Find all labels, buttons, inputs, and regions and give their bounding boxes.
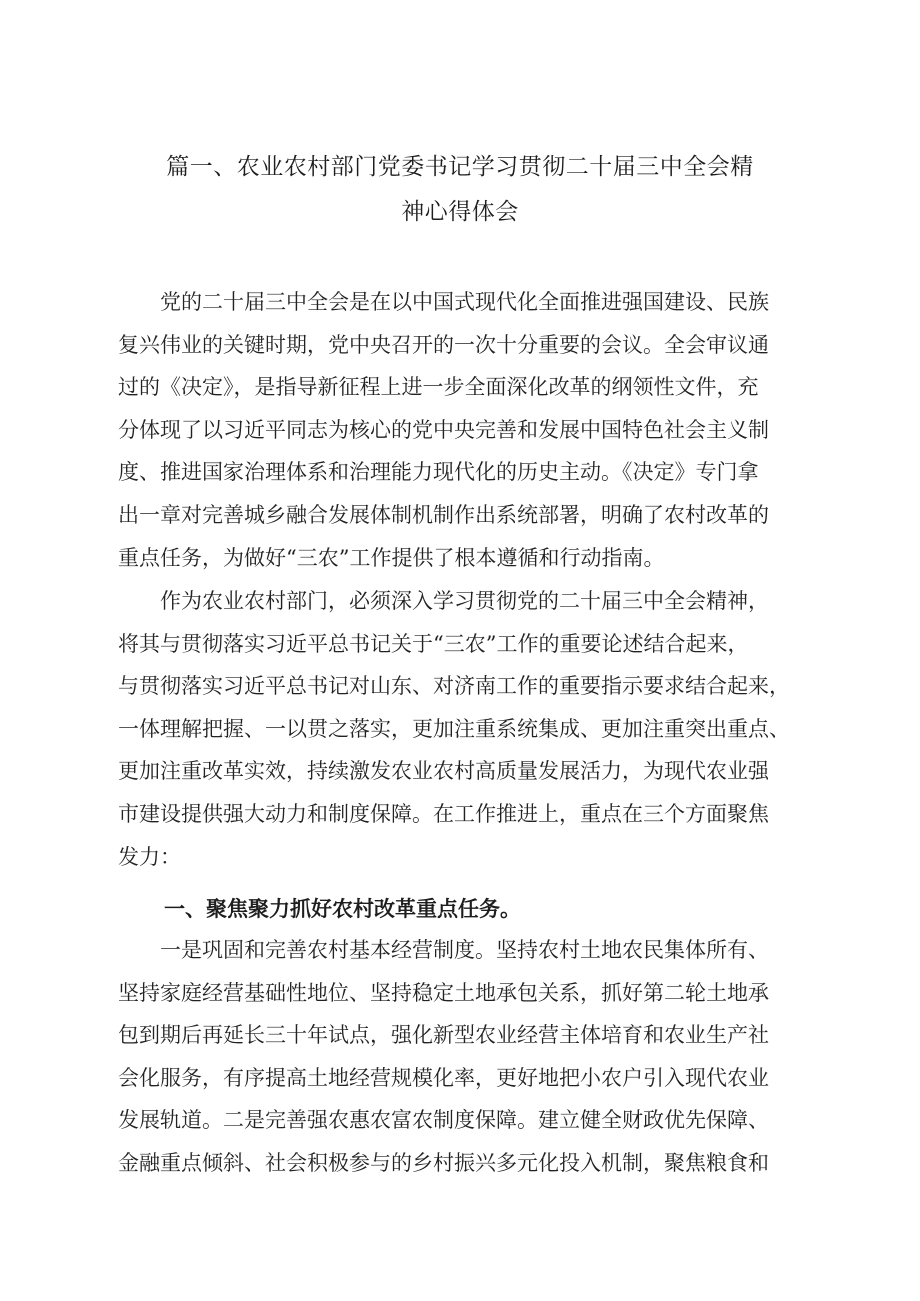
- paragraph-1-line: 复兴伟业的关键时期，党中央召开的一次十分重要的会议。全会审议通: [118, 332, 769, 357]
- paragraph-3-line: 发展轨道。二是完善强农惠农富农制度保障。建立健全财政优先保障、: [118, 1108, 769, 1133]
- paragraph-1: [118, 281, 838, 579]
- paragraph-1-line: 重点任务，为做好“三农”工作提供了根本遵循和行动指南。: [118, 545, 665, 570]
- paragraph-2-line: 与贯彻落实习近平总书记对山东、对济南工作的重要指示要求结合起来，: [118, 674, 790, 699]
- paragraph-1-line: 分体现了以习近平同志为核心的党中央完善和发展中国特色社会主义制: [118, 417, 769, 442]
- paragraph-2-line: 市建设提供强大动力和制度保障。在工作推进上，重点在三个方面聚焦: [118, 801, 769, 826]
- paragraph-2-line: 发力：: [118, 844, 181, 869]
- paragraph-3-line: 金融重点倾斜、社会积极参与的乡村振兴多元化投入机制，聚焦粮食和: [118, 1150, 769, 1175]
- paragraph-3-line: 一是巩固和完善农村基本经营制度。坚持农村土地农民集体所有、: [118, 938, 769, 962]
- document-title-line-1: 篇一、农业农村部门党委书记学习贯彻二十届三中全会精: [166, 154, 754, 180]
- section-heading-1: 一、聚焦聚力抓好农村改革重点任务。: [164, 897, 521, 921]
- paragraph-2-line: 将其与贯彻落实习近平总书记关于“三农”工作的重要论述结合起来，: [118, 631, 749, 656]
- paragraph-1-line: 度、推进国家治理体系和治理能力现代化的历史主动。《决定》专门拿: [118, 460, 759, 485]
- paragraph-3-line: 会化服务，有序提高土地经营规模化率，更好地把小农户引入现代农业: [118, 1065, 769, 1090]
- document-title-line-2: 神心得体会: [401, 199, 519, 225]
- paragraph-1-line: 党的二十届三中全会是在以中国式现代化全面推进强国建设、民族: [118, 290, 769, 314]
- paragraph-3: [118, 929, 838, 1185]
- paragraph-3-line: 坚持家庭经营基础性地位、坚持稳定土地承包关系，抓好第二轮土地承: [118, 980, 769, 1005]
- paragraph-1-line: 出一章对完善城乡融合发展体制机制作出系统部署，明确了农村改革的: [118, 502, 769, 527]
- paragraph-2-line: 作为农业农村部门，必须深入学习贯彻党的二十届三中全会精神，: [118, 589, 769, 613]
- paragraph-2-line: 更加注重改革实效，持续激发农业农村高质量发展活力，为现代农业强: [118, 759, 769, 784]
- paragraph-2-line: 一体理解把握、一以贯之落实，更加注重系统集成、更加注重突出重点、: [118, 716, 790, 741]
- paragraph-3-line: 包到期后再延长三十年试点，强化新型农业经营主体培育和农业生产社: [118, 1023, 769, 1048]
- paragraph-2: [118, 580, 838, 878]
- paragraph-1-line: 过的《决定》，是指导新征程上进一步全面深化改革的纲领性文件，充: [118, 375, 759, 400]
